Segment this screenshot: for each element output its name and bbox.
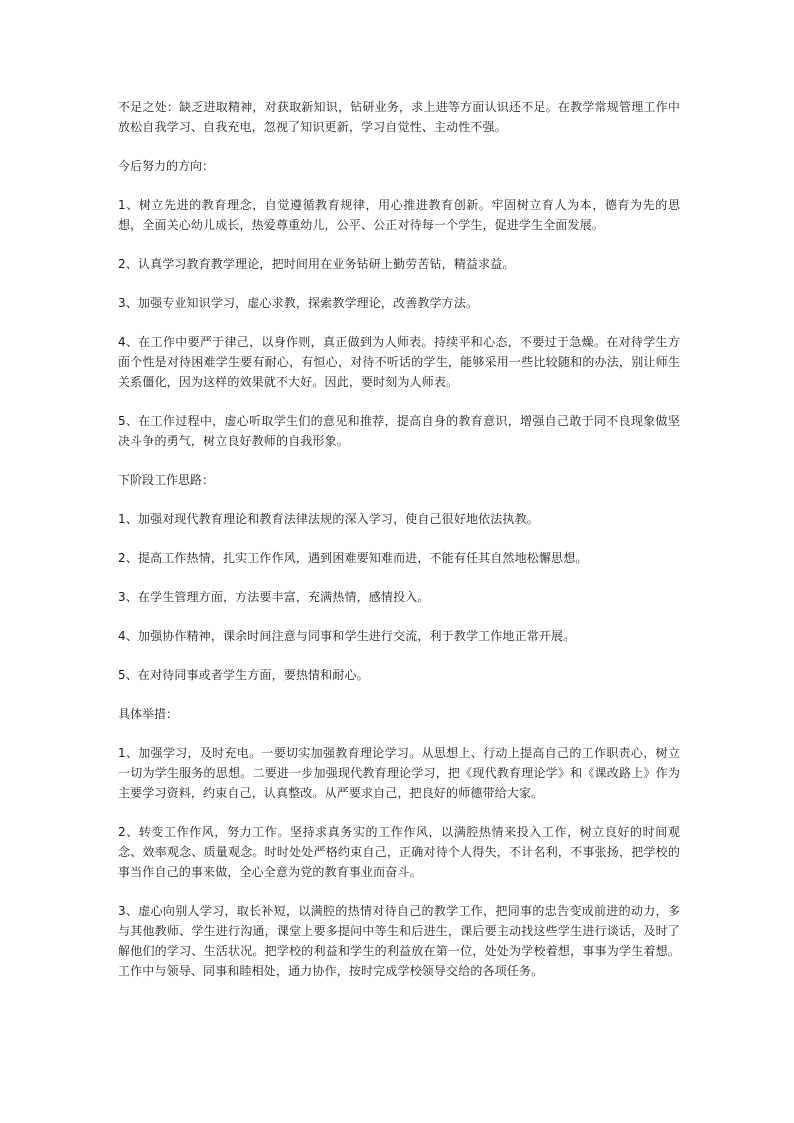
direction-item-3: 3、加强专业知识学习，虚心求教，探索教学理论，改善教学方法。 [118, 296, 479, 310]
heading-next-stage: 下阶段工作思路： [118, 473, 215, 487]
next-stage-item-4: 4、加强协作精神，课余时间注意与同事和学生进行交流，利于教学工作地正常开展。 [118, 629, 576, 643]
direction-item-4: 4、在工作中要严于律己，以身作则，真正做到为人师表。持续平和心态，不要过于急燥。在对待学生方面个性是对待困难学生要有耐心，有恒心，对待不听话的学生，能够采用一些比较随和的办法，别让师生关系僵化，因为这样的效果就不大好。因此，要时刻为人师表。 [118, 335, 680, 389]
heading-specific-measures: 具体举措： [118, 707, 179, 721]
next-stage-item-3: 3、在学生管理方面，方法要丰富，充满热情，感情投入。 [118, 590, 430, 604]
measure-item-2: 2、转变工作作风，努力工作。坚持求真务实的工作作风，以满腔热情来投入工作，树立良好的时间观念、效率观念、质量观念。时时处处严格约束自己，正确对待个人得失，不计名利，不事张扬，把学校的事当作自己的事来做，全心全意为党的教育事业而奋斗。 [118, 825, 680, 879]
measure-item-1: 1、加强学习，及时充电。一要切实加强教育理论学习。从思想上、行动上提高自己的工作职责心，树立一切为学生服务的思想。二要进一步加强现代教育理论学习，把《现代教育理论学》和《课改路上》作为主要学习资料，约束自己，认真整改。从严要求自己，把良好的师德带给大家。 [118, 746, 680, 800]
direction-item-2: 2、认真学习教育教学理论，把时间用在业务钻研上勤劳苦钻，精益求益。 [118, 257, 515, 271]
direction-item-1: 1、树立先进的教育理念，自觉遵循教育规律，用心推进教育创新。牢固树立育人为本，德育为先的思想，全面关心幼儿成长，热爱尊重幼儿，公平、公正对待每一个学生，促进学生全面发展。 [118, 198, 680, 232]
measure-item-3: 3、虚心向别人学习，取长补短，以满腔的热情对待自己的教学工作，把同事的忠告变成前进的动力，多与其他教师、学生进行沟通，课堂上要多提问中等生和后进生，课后要主动找这些学生进行谈话，及时了解他们的学习、生活状况。把学校的利益和学生的利益放在第一位，处处为学校着想，事事为学生着想。工作中与领导、同事和睦相处，通力协作，按时完成学校领导交给的各项任务。 [118, 904, 680, 978]
paragraph-shortcomings: 不足之处：缺乏进取精神，对获取新知识，钻研业务，求上进等方面认识还不足。在教学常规管理工作中放松自我学习、自我充电，忽视了知识更新，学习自觉性、主动性不强。 [118, 100, 680, 134]
document-body [118, 97, 680, 1000]
heading-future-direction: 今后努力的方向： [118, 159, 215, 173]
direction-item-5: 5、在工作过程中，虚心听取学生们的意见和推荐，提高自身的教育意识，增强自己敢于同不良现象做坚决斗争的勇气，树立良好教师的自我形象。 [118, 414, 680, 448]
next-stage-item-1: 1、加强对现代教育理论和教育法律法规的深入学习，使自己很好地依法执教。 [118, 512, 539, 526]
next-stage-item-2: 2、提高工作热情，扎实工作作风，遇到困难要知难而进，不能有任其自然地松懈思想。 [118, 551, 588, 565]
next-stage-item-5: 5、在对待同事或者学生方面，要热情和耐心。 [118, 668, 369, 682]
